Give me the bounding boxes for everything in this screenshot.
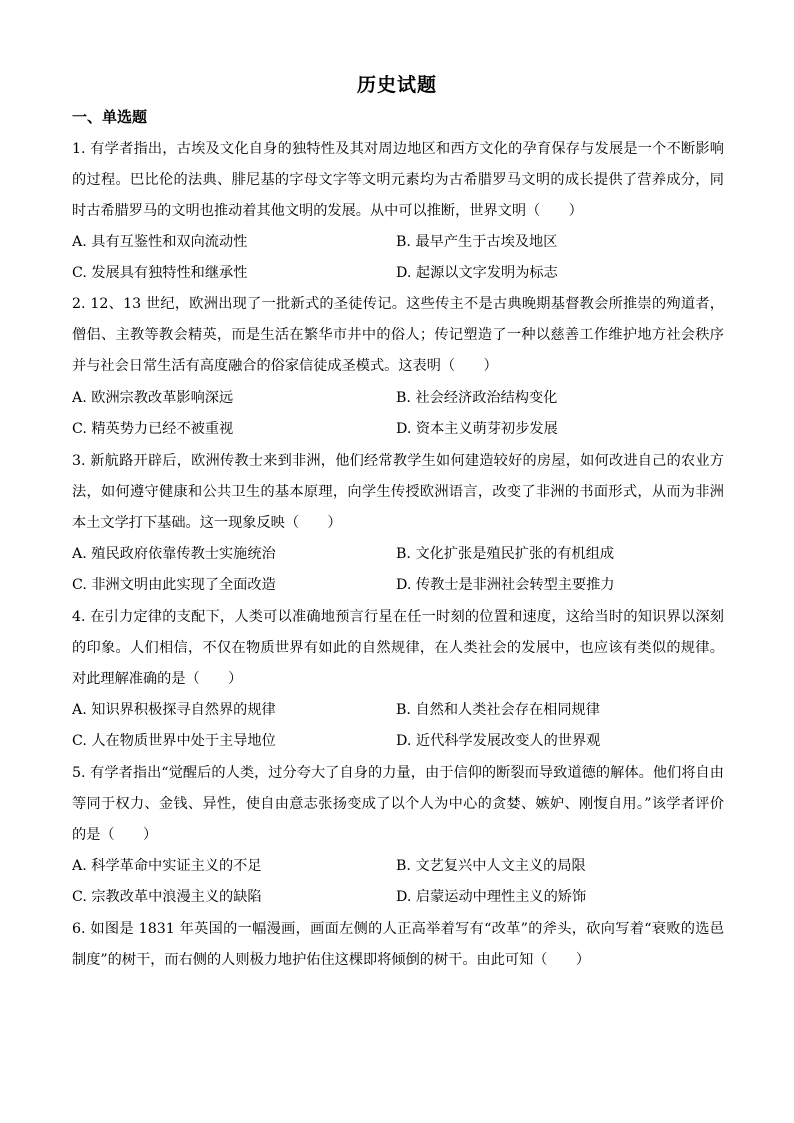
section-heading: 一、单选题 [72, 108, 148, 126]
option-c: C. 发展具有独特性和继承性 [72, 265, 248, 282]
question-1-stem: 1. 有学者指出，古埃及文化自身的独特性及其对周边地区和西方文化的孕育保存与发展是一个不断影响的过程。巴比伦的法典、腓尼基的字母文字等文明元素均为古希腊罗马文明的成长提供了营养成分，同时古希腊罗马的文明也推动着其他文明的发展。从中可以推断，世界文明（ ） [72, 141, 724, 220]
option-b: B. 最早产生于古埃及地区 [396, 234, 558, 250]
options-row [72, 227, 724, 258]
option-c: C. 非洲文明由此实现了全面改造 [72, 577, 276, 594]
options-row [72, 258, 724, 289]
options-row [72, 695, 724, 726]
option-d: D. 起源以文字发明为标志 [396, 265, 558, 282]
options-row [72, 414, 724, 445]
question-2-options [72, 383, 724, 445]
options-row [72, 570, 724, 601]
question-6-stem: 6. 如图是 1831 年英国的一幅漫画，画面左侧的人正高举着写有“改革”的斧头，砍向写着“衰败的选邑制度”的树干，而右侧的人则极力地护佑住这棵即将倾倒的树干。由此可知（ ） [72, 921, 724, 969]
options-row [72, 383, 724, 414]
option-a: A. 具有互鉴性和双向流动性 [72, 234, 248, 250]
options-row [72, 882, 724, 913]
options-row [72, 726, 724, 757]
option-b: B. 文艺复兴中人文主义的局限 [396, 858, 586, 874]
option-d: D. 近代科学发展改变人的世界观 [396, 733, 601, 750]
question-1-options [72, 227, 724, 289]
question-4-options [72, 695, 724, 757]
question-5-stem: 5. 有学者指出“觉醒后的人类，过分夸大了自身的力量，由于信仰的断裂而导致道德的解体。他们将自由等同于权力、金钱、异性，使自由意志张扬变成了以个人为中心的贪婪、嫉妒、刚愎自用。”该学者评价的是（ ） [72, 765, 724, 844]
option-c: C. 精英势力已经不被重视 [72, 421, 234, 438]
options-row [72, 851, 724, 882]
question-3-options [72, 539, 724, 601]
option-d: D. 启蒙运动中理性主义的矫饰 [396, 889, 587, 906]
option-c: C. 宗教改革中浪漫主义的缺陷 [72, 889, 262, 906]
page-title: 历史试题 [356, 74, 437, 96]
option-b: B. 自然和人类社会存在相同规律 [396, 702, 600, 718]
option-a: A. 殖民政府依靠传教士实施统治 [72, 546, 276, 562]
option-a: A. 欧洲宗教改革影响深远 [72, 390, 234, 406]
option-a: A. 知识界积极探寻自然界的规律 [72, 702, 276, 718]
option-b: B. 社会经济政治结构变化 [396, 390, 558, 406]
options-row [72, 539, 724, 570]
option-b: B. 文化扩张是殖民扩张的有机组成 [396, 546, 615, 562]
question-4-stem: 4. 在引力定律的支配下，人类可以准确地预言行星在任一时刻的位置和速度，这给当时的知识界以深刻的印象。人们相信，不仅在物质世界有如此的自然规律，在人类社会的发展中，也应该有类似的规律。对此理解准确的是（ ） [72, 609, 724, 688]
option-d: D. 资本主义萌芽初步发展 [396, 421, 558, 438]
option-c: C. 人在物质世界中处于主导地位 [72, 733, 276, 750]
option-a: A. 科学革命中实证主义的不足 [72, 858, 262, 874]
question-3-stem: 3. 新航路开辟后，欧洲传教士来到非洲，他们经常教学生如何建造较好的房屋，如何改进自己的农业方法，如何遵守健康和公共卫生的基本原理，向学生传授欧洲语言，改变了非洲的书面形式，从而为非洲本土文学打下基础。这一现象反映（ ） [72, 453, 724, 532]
option-d: D. 传教士是非洲社会转型主要推力 [396, 577, 615, 594]
question-2-stem: 2. 12、13 世纪，欧洲出现了一批新式的圣徒传记。这些传主不是古典晚期基督教会所推崇的殉道者，僧侣、主教等教会精英，而是生活在繁华市井中的俗人；传记塑造了一种以慈善工作维护地方社会秩序并与社会日常生活有高度融合的俗家信徒成圣模式。这表明（ ） [72, 296, 724, 375]
question-5-options [72, 851, 724, 913]
